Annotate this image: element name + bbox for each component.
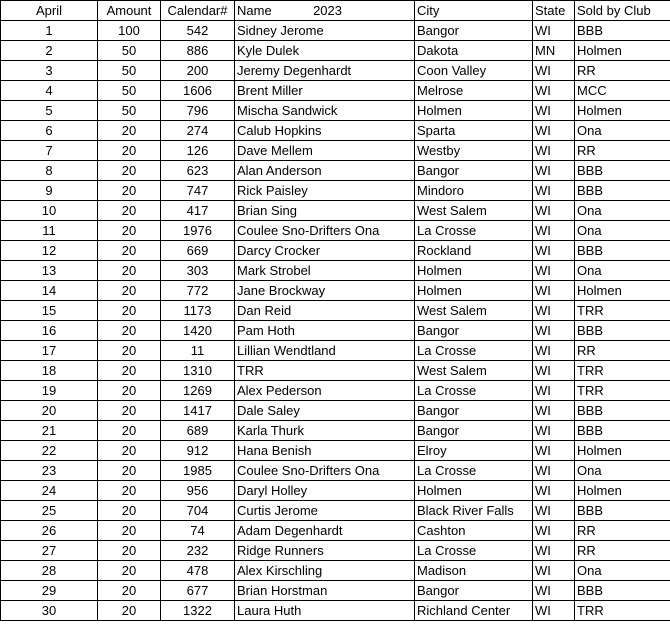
cell-calendar: 1417 (161, 401, 235, 421)
cell-calendar: 669 (161, 241, 235, 261)
cell-state: WI (533, 61, 575, 81)
cell-name: Brian Sing (235, 201, 415, 221)
table-row (1, 501, 670, 521)
cell-name: Jane Brockway (235, 281, 415, 301)
cell-calendar: 956 (161, 481, 235, 501)
cell-april: 11 (1, 221, 98, 241)
cell-calendar: 772 (161, 281, 235, 301)
cell-amount: 20 (98, 501, 161, 521)
cell-club: BBB (575, 421, 670, 441)
cell-city: La Crosse (415, 221, 533, 241)
table-row (1, 241, 670, 261)
cell-april: 16 (1, 321, 98, 341)
cell-april: 29 (1, 581, 98, 601)
cell-amount: 20 (98, 141, 161, 161)
cell-city: Bangor (415, 21, 533, 41)
cell-calendar: 542 (161, 21, 235, 41)
cell-club: RR (575, 341, 670, 361)
cell-april: 1 (1, 21, 98, 41)
header-amount: Amount (98, 1, 161, 21)
cell-city: Black River Falls (415, 501, 533, 521)
cell-club: BBB (575, 501, 670, 521)
cell-city: Holmen (415, 481, 533, 501)
cell-club: BBB (575, 581, 670, 601)
cell-name: Calub Hopkins (235, 121, 415, 141)
cell-city: Elroy (415, 441, 533, 461)
cell-club: Ona (575, 221, 670, 241)
cell-amount: 20 (98, 161, 161, 181)
cell-name: Mischa Sandwick (235, 101, 415, 121)
cell-club: BBB (575, 21, 670, 41)
cell-state: WI (533, 181, 575, 201)
table-row (1, 161, 670, 181)
cell-city: Dakota (415, 41, 533, 61)
cell-club: Holmen (575, 441, 670, 461)
cell-april: 28 (1, 561, 98, 581)
cell-state: WI (533, 101, 575, 121)
cell-name: Dan Reid (235, 301, 415, 321)
table-row (1, 361, 670, 381)
cell-calendar: 478 (161, 561, 235, 581)
cell-april: 26 (1, 521, 98, 541)
cell-amount: 50 (98, 81, 161, 101)
cell-amount: 20 (98, 201, 161, 221)
cell-club: RR (575, 61, 670, 81)
cell-april: 6 (1, 121, 98, 141)
cell-state: WI (533, 561, 575, 581)
cell-city: Westby (415, 141, 533, 161)
cell-calendar: 1976 (161, 221, 235, 241)
cell-calendar: 200 (161, 61, 235, 81)
cell-amount: 20 (98, 181, 161, 201)
cell-state: WI (533, 341, 575, 361)
cell-calendar: 796 (161, 101, 235, 121)
table-row (1, 261, 670, 281)
cell-calendar: 886 (161, 41, 235, 61)
cell-club: Ona (575, 261, 670, 281)
cell-city: Coon Valley (415, 61, 533, 81)
cell-club: RR (575, 541, 670, 561)
cell-calendar: 1310 (161, 361, 235, 381)
header-calendar: Calendar# (161, 1, 235, 21)
table-row (1, 461, 670, 481)
cell-state: WI (533, 241, 575, 261)
cell-state: WI (533, 161, 575, 181)
cell-calendar: 274 (161, 121, 235, 141)
cell-amount: 20 (98, 521, 161, 541)
header-name: Name (237, 3, 272, 18)
cell-state: WI (533, 221, 575, 241)
cell-name: Curtis Jerome (235, 501, 415, 521)
cell-state: WI (533, 521, 575, 541)
cell-calendar: 232 (161, 541, 235, 561)
cell-calendar: 303 (161, 261, 235, 281)
cell-state: WI (533, 381, 575, 401)
cell-name: Ridge Runners (235, 541, 415, 561)
cell-club: RR (575, 141, 670, 161)
cell-calendar: 126 (161, 141, 235, 161)
cell-april: 3 (1, 61, 98, 81)
cell-city: La Crosse (415, 341, 533, 361)
cell-april: 21 (1, 421, 98, 441)
cell-state: WI (533, 461, 575, 481)
cell-city: Holmen (415, 261, 533, 281)
cell-april: 15 (1, 301, 98, 321)
cell-name: Coulee Sno-Drifters Ona (235, 461, 415, 481)
table-row (1, 401, 670, 421)
cell-amount: 50 (98, 41, 161, 61)
table-row (1, 221, 670, 241)
cell-april: 30 (1, 601, 98, 621)
cell-april: 5 (1, 101, 98, 121)
cell-city: Madison (415, 561, 533, 581)
cell-calendar: 417 (161, 201, 235, 221)
cell-city: Bangor (415, 321, 533, 341)
table-row (1, 541, 670, 561)
table-row (1, 581, 670, 601)
cell-amount: 20 (98, 121, 161, 141)
table-row (1, 141, 670, 161)
cell-calendar: 1606 (161, 81, 235, 101)
cell-club: BBB (575, 401, 670, 421)
cell-state: WI (533, 81, 575, 101)
cell-calendar: 74 (161, 521, 235, 541)
table-row (1, 101, 670, 121)
cell-club: Ona (575, 121, 670, 141)
cell-city: Richland Center (415, 601, 533, 621)
table-row (1, 41, 670, 61)
cell-amount: 20 (98, 401, 161, 421)
cell-state: WI (533, 541, 575, 561)
cell-april: 4 (1, 81, 98, 101)
cell-name: Mark Strobel (235, 261, 415, 281)
cell-name: Sidney Jerome (235, 21, 415, 41)
table-row (1, 21, 670, 41)
cell-state: MN (533, 41, 575, 61)
cell-city: West Salem (415, 361, 533, 381)
cell-name: TRR (235, 361, 415, 381)
header-name-cell (235, 1, 415, 21)
cell-city: La Crosse (415, 541, 533, 561)
cell-city: Bangor (415, 581, 533, 601)
cell-calendar: 1269 (161, 381, 235, 401)
cell-club: Holmen (575, 101, 670, 121)
cell-city: West Salem (415, 201, 533, 221)
cell-april: 25 (1, 501, 98, 521)
cell-name: Pam Hoth (235, 321, 415, 341)
cell-amount: 20 (98, 441, 161, 461)
cell-amount: 20 (98, 281, 161, 301)
cell-april: 8 (1, 161, 98, 181)
table-row (1, 81, 670, 101)
cell-club: Ona (575, 201, 670, 221)
table-row (1, 281, 670, 301)
cell-club: Holmen (575, 41, 670, 61)
cell-state: WI (533, 401, 575, 421)
cell-city: Mindoro (415, 181, 533, 201)
cell-calendar: 11 (161, 341, 235, 361)
header-sold-by-club: Sold by Club (575, 1, 670, 21)
table-row (1, 61, 670, 81)
cell-amount: 20 (98, 341, 161, 361)
header-april: April (1, 1, 98, 21)
cell-name: Alan Anderson (235, 161, 415, 181)
cell-calendar: 704 (161, 501, 235, 521)
header-row (1, 1, 670, 21)
cell-city: La Crosse (415, 461, 533, 481)
cell-name: Lillian Wendtland (235, 341, 415, 361)
cell-april: 24 (1, 481, 98, 501)
table-row (1, 561, 670, 581)
cell-club: BBB (575, 181, 670, 201)
table-row (1, 601, 670, 621)
cell-calendar: 623 (161, 161, 235, 181)
cell-april: 19 (1, 381, 98, 401)
cell-city: Cashton (415, 521, 533, 541)
cell-city: Sparta (415, 121, 533, 141)
table-row (1, 201, 670, 221)
table-row (1, 381, 670, 401)
table-row (1, 481, 670, 501)
cell-amount: 20 (98, 381, 161, 401)
cell-club: Ona (575, 461, 670, 481)
cell-april: 7 (1, 141, 98, 161)
cell-calendar: 677 (161, 581, 235, 601)
cell-calendar: 1322 (161, 601, 235, 621)
cell-name: Adam Degenhardt (235, 521, 415, 541)
cell-amount: 20 (98, 241, 161, 261)
cell-name: Karla Thurk (235, 421, 415, 441)
cell-april: 14 (1, 281, 98, 301)
cell-club: Holmen (575, 281, 670, 301)
cell-name: Kyle Dulek (235, 41, 415, 61)
cell-city: Rockland (415, 241, 533, 261)
cell-city: Bangor (415, 421, 533, 441)
cell-calendar: 747 (161, 181, 235, 201)
table-row (1, 521, 670, 541)
cell-amount: 20 (98, 481, 161, 501)
cell-state: WI (533, 141, 575, 161)
cell-club: TRR (575, 361, 670, 381)
cell-state: WI (533, 361, 575, 381)
cell-april: 12 (1, 241, 98, 261)
cell-state: WI (533, 581, 575, 601)
cell-club: BBB (575, 321, 670, 341)
cell-name: Rick Paisley (235, 181, 415, 201)
cell-name: Coulee Sno-Drifters Ona (235, 221, 415, 241)
cell-club: TRR (575, 301, 670, 321)
cell-april: 17 (1, 341, 98, 361)
cell-city: Bangor (415, 401, 533, 421)
cell-state: WI (533, 321, 575, 341)
header-state: State (533, 1, 575, 21)
cell-amount: 50 (98, 61, 161, 81)
header-year: 2023 (313, 3, 342, 18)
cell-amount: 20 (98, 461, 161, 481)
cell-state: WI (533, 501, 575, 521)
cell-name: Alex Kirschling (235, 561, 415, 581)
cell-club: MCC (575, 81, 670, 101)
table-row (1, 301, 670, 321)
cell-state: WI (533, 201, 575, 221)
cell-city: Holmen (415, 281, 533, 301)
header-city: City (415, 1, 533, 21)
cell-amount: 20 (98, 261, 161, 281)
cell-calendar: 689 (161, 421, 235, 441)
cell-april: 22 (1, 441, 98, 461)
cell-state: WI (533, 281, 575, 301)
cell-april: 10 (1, 201, 98, 221)
cell-amount: 100 (98, 21, 161, 41)
cell-calendar: 1985 (161, 461, 235, 481)
cell-state: WI (533, 441, 575, 461)
cell-name: Laura Huth (235, 601, 415, 621)
cell-club: BBB (575, 241, 670, 261)
cell-name: Brent Miller (235, 81, 415, 101)
cell-state: WI (533, 301, 575, 321)
cell-name: Dale Saley (235, 401, 415, 421)
cell-state: WI (533, 261, 575, 281)
table-row (1, 341, 670, 361)
cell-april: 9 (1, 181, 98, 201)
cell-state: WI (533, 121, 575, 141)
cell-amount: 20 (98, 561, 161, 581)
cell-april: 2 (1, 41, 98, 61)
cell-state: WI (533, 21, 575, 41)
cell-club: TRR (575, 381, 670, 401)
table-body (1, 21, 670, 621)
cell-amount: 20 (98, 601, 161, 621)
table-row (1, 121, 670, 141)
table-row (1, 441, 670, 461)
cell-city: West Salem (415, 301, 533, 321)
cell-amount: 50 (98, 101, 161, 121)
cell-name: Alex Pederson (235, 381, 415, 401)
cell-name: Dave Mellem (235, 141, 415, 161)
cell-state: WI (533, 481, 575, 501)
cell-name: Jeremy Degenhardt (235, 61, 415, 81)
cell-amount: 20 (98, 421, 161, 441)
cell-amount: 20 (98, 321, 161, 341)
cell-city: La Crosse (415, 381, 533, 401)
cell-name: Daryl Holley (235, 481, 415, 501)
cell-club: RR (575, 521, 670, 541)
cell-calendar: 912 (161, 441, 235, 461)
cell-april: 20 (1, 401, 98, 421)
table-row (1, 321, 670, 341)
cell-april: 13 (1, 261, 98, 281)
cell-club: BBB (575, 161, 670, 181)
cell-club: TRR (575, 601, 670, 621)
cell-city: Holmen (415, 101, 533, 121)
cell-name: Hana Benish (235, 441, 415, 461)
cell-calendar: 1420 (161, 321, 235, 341)
cell-state: WI (533, 601, 575, 621)
table-row (1, 181, 670, 201)
cell-name: Brian Horstman (235, 581, 415, 601)
cell-state: WI (533, 421, 575, 441)
cell-april: 27 (1, 541, 98, 561)
cell-city: Bangor (415, 161, 533, 181)
cell-amount: 20 (98, 541, 161, 561)
table-row (1, 421, 670, 441)
cell-club: Holmen (575, 481, 670, 501)
cell-april: 23 (1, 461, 98, 481)
cell-april: 18 (1, 361, 98, 381)
cell-amount: 20 (98, 361, 161, 381)
cell-amount: 20 (98, 581, 161, 601)
cell-calendar: 1173 (161, 301, 235, 321)
cell-name: Darcy Crocker (235, 241, 415, 261)
cell-club: Ona (575, 561, 670, 581)
cell-amount: 20 (98, 221, 161, 241)
cell-amount: 20 (98, 301, 161, 321)
cell-city: Melrose (415, 81, 533, 101)
